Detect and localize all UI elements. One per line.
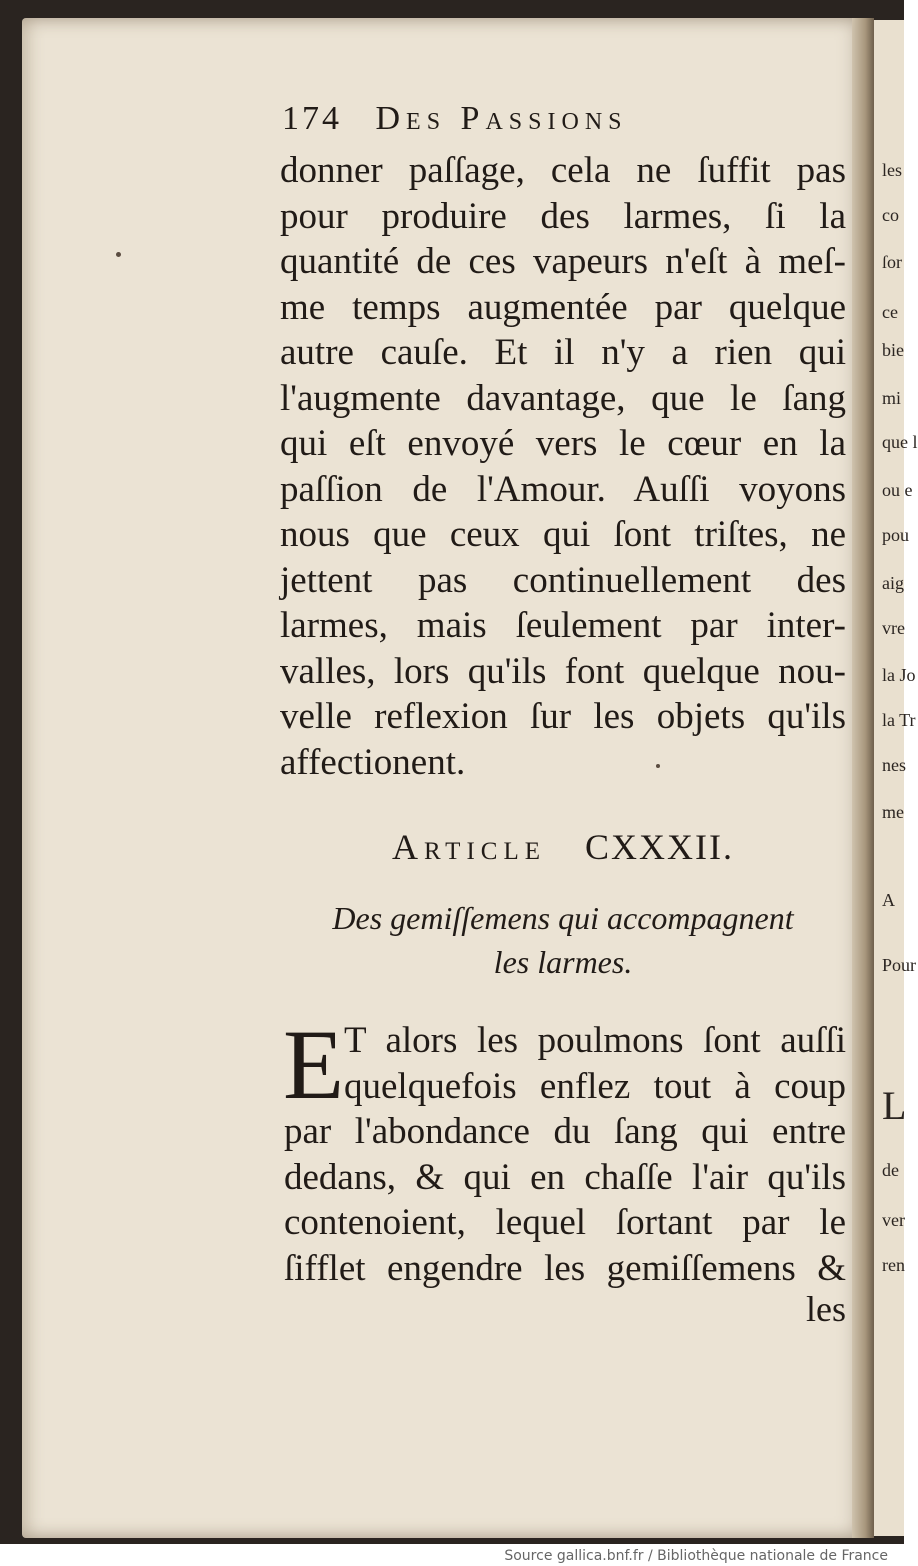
article-number: CXXXII. — [585, 827, 734, 867]
text-line: valles, lors qu'ils font quelque nou- — [280, 650, 846, 692]
text-line: quelquefois enflez tout à coup — [344, 1065, 846, 1107]
facing-page-fragment: que l — [882, 432, 918, 452]
facing-page-fragment: me — [882, 802, 904, 822]
text-line: T alors les poulmons ſont auſſi — [344, 1020, 846, 1061]
text-line: ſifflet engendre les gemiſſemens & — [284, 1247, 846, 1289]
facing-page-fragment: aig — [882, 573, 904, 593]
paper-speck — [116, 252, 121, 257]
text-line: quantité de ces vapeurs n'eſt à meſ- — [280, 241, 846, 282]
text-line: paſſion de l'Amour. Auſſi voyons — [280, 468, 846, 510]
facing-page-fragment: A — [882, 890, 895, 910]
facing-page-fragment: pou — [882, 525, 909, 545]
facing-page-fragment: Pour — [882, 955, 917, 975]
facing-page-fragment: nes — [882, 755, 906, 775]
facing-page-fragment: la Jo — [882, 665, 916, 685]
facing-page-fragment: ce — [882, 302, 898, 322]
facing-page-fragment: co — [882, 205, 899, 225]
text-line: qui eſt envoyé vers le cœur en la — [280, 423, 846, 464]
facing-page-edge — [874, 20, 918, 1536]
text-line: pour produire des larmes, ſi la — [280, 195, 846, 237]
text-line: l'augmente davantage, que le ſang — [280, 377, 846, 419]
catchword: les — [806, 1289, 846, 1329]
paper-speck — [656, 764, 660, 768]
facing-page-fragment: ſor — [882, 252, 902, 272]
text-line: autre cauſe. Et il n'y a rien qui — [280, 332, 846, 373]
text-line: larmes, mais ſeulement par inter- — [280, 605, 846, 646]
facing-page-fragment: vre — [882, 618, 905, 638]
source-footer: Source gallica.bnf.fr / Bibliothèque nationale de France — [504, 1548, 888, 1564]
article-subtitle-line-1: Des gemiſſemens qui accompagnent — [332, 900, 794, 936]
page-number: 174 — [282, 100, 342, 137]
text-line: par l'abondance du ſang qui entre — [284, 1111, 846, 1152]
drop-cap: E — [283, 1009, 345, 1120]
running-title: Des Passions — [375, 100, 628, 137]
page-gutter — [852, 18, 874, 1538]
facing-page-fragment: les — [882, 160, 902, 180]
text-line: dedans, & qui en chaſſe l'air qu'ils — [284, 1156, 846, 1198]
text-line: me temps augmentée par quelque — [280, 286, 846, 328]
facing-page-fragment: ver — [882, 1210, 905, 1230]
article-label: Article — [392, 827, 546, 867]
running-header — [282, 100, 628, 138]
article-subtitle-line-2: les larmes. — [493, 944, 633, 980]
facing-page-fragment: ou e — [882, 480, 913, 500]
facing-page-fragment: la Tr — [882, 710, 916, 730]
text-line: donner paſſage, cela ne ſuffit pas — [280, 150, 846, 191]
text-line: jettent pas continuellement des — [280, 559, 846, 601]
text-line: velle reflexion ſur les objets qu'ils — [280, 696, 846, 737]
facing-page-fragment: mi — [882, 388, 902, 408]
facing-page-fragment: bie — [882, 340, 904, 360]
facing-page-fragment: de — [882, 1160, 899, 1180]
text-line: nous que ceux qui ſont triſtes, ne — [280, 514, 846, 555]
text-line: affectionent. — [280, 741, 466, 783]
article-heading — [280, 826, 846, 868]
facing-page-fragment: L — [882, 1083, 907, 1128]
text-line: contenoient, lequel ſortant par le — [284, 1202, 846, 1243]
facing-page-fragment: ren — [882, 1255, 905, 1275]
